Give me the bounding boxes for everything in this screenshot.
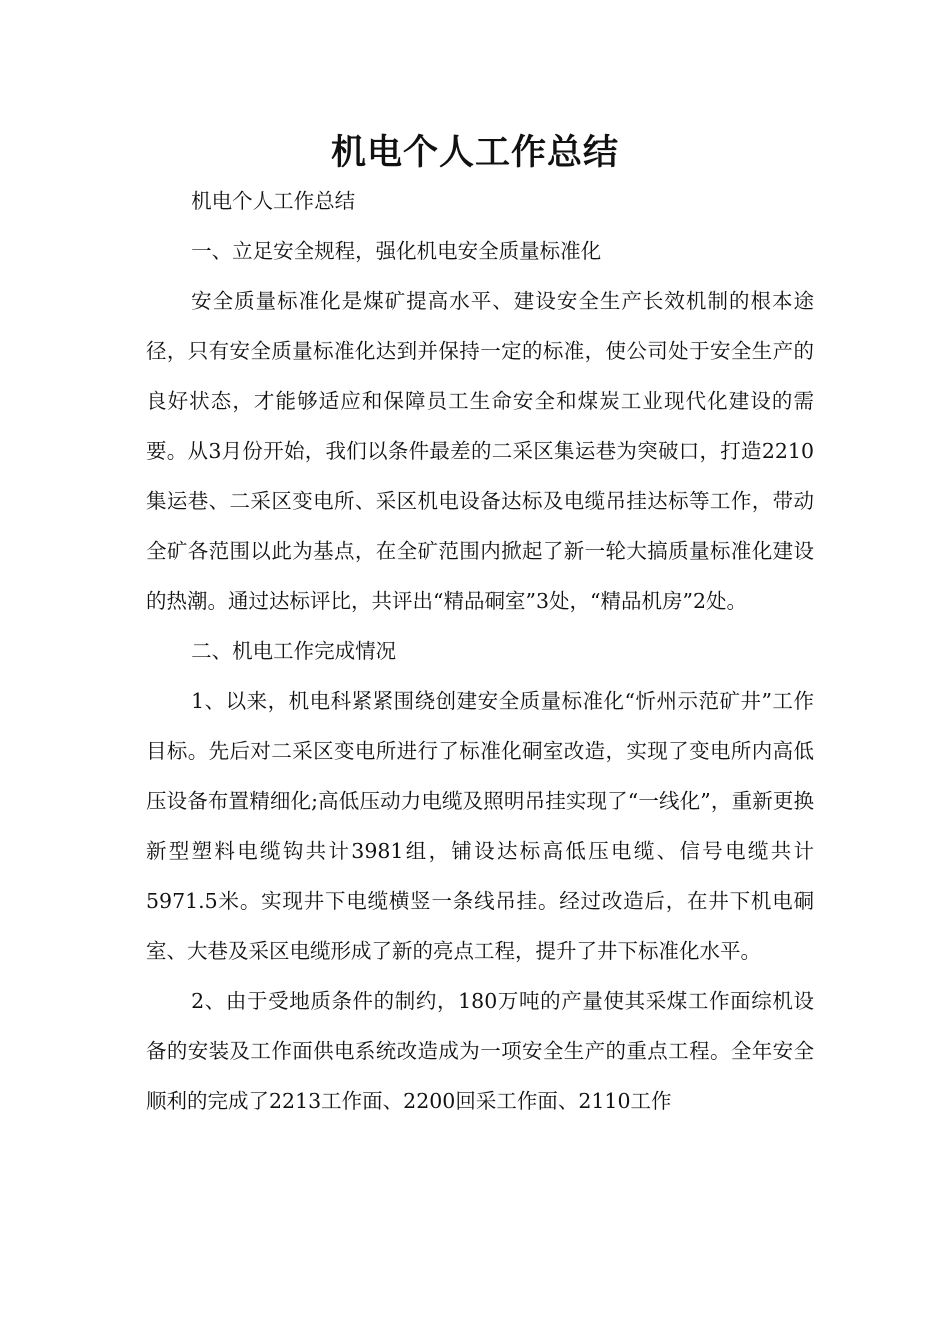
paragraph-subtitle: 机电个人工作总结 <box>191 189 356 213</box>
paragraph: 1、以来，机电科紧紧围绕创建安全质量标准化“忻州示范矿井”工作目标。先后对二采区变电所进行了标准化硐室改造，实现了变电所内高低压设备布置精细化;高低压动力电缆及照明吊挂实现了“一线化”，重新更换新型塑料电缆钩共计3981组，铺设达标高低压电缆、信号电缆共计5971.5米。实现井下电缆横竖一条线吊挂。经过改造后，在井下机电硐室、大巷及采区电缆形成了新的亮点工程，提升了井下标准化水平。 <box>146 689 814 963</box>
paragraph: 安全质量标准化是煤矿提高水平、建设安全生产长效机制的根本途径，只有安全质量标准化达到并保持一定的标准，使公司处于安全生产的良好状态，才能够适应和保障员工生命安全和煤炭工业现代化建设的需要。从3月份开始，我们以条件最差的二采区集运巷为突破口，打造2210集运巷、二采区变电所、采区机电设备达标及电缆吊挂达标等工作，带动全矿各范围以此为基点，在全矿范围内掀起了新一轮大搞质量标准化建设的热潮。通过达标评比，共评出“精品硐室”3处，“精品机房”2处。 <box>146 289 814 613</box>
section-heading-1: 一、立足安全规程，强化机电安全质量标准化 <box>191 239 602 263</box>
document-body <box>146 176 814 1126</box>
paragraph: 2、由于受地质条件的制约，180万吨的产量使其采煤工作面综机设备的安装及工作面供电系统改造成为一项安全生产的重点工程。全年安全顺利的完成了2213工作面、2200回采工作面、2110工作 <box>146 989 814 1113</box>
section-heading-2: 二、机电工作完成情况 <box>191 639 397 663</box>
document-title: 机电个人工作总结 <box>330 133 619 173</box>
